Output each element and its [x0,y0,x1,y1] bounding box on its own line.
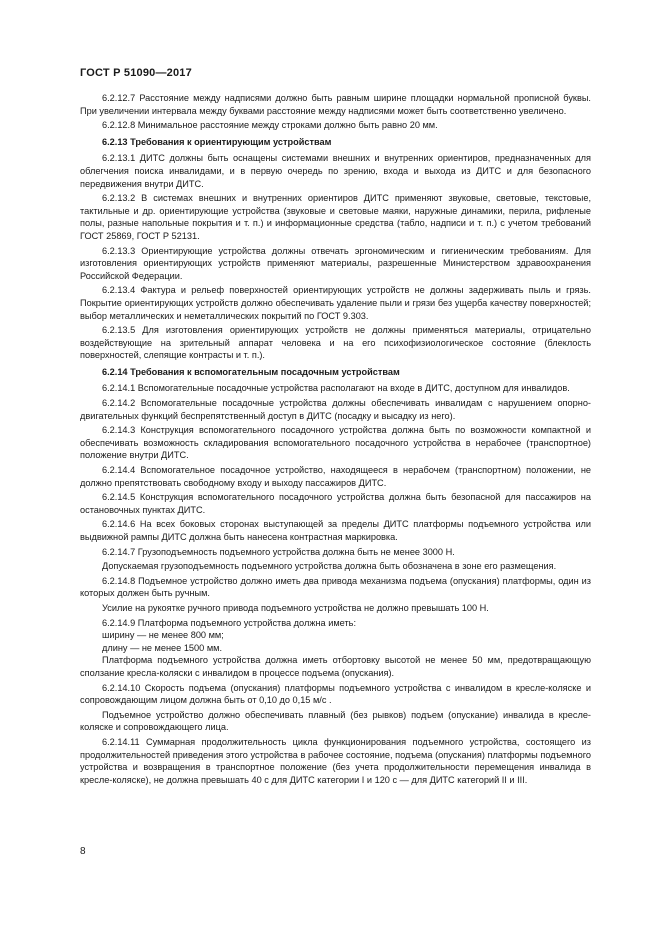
paragraph: 6.2.13.1 ДИТС должны быть оснащены системами внешних и внутренних ориентиров, предназначенных для облегчения поиска инвалидами, и в первую очередь по зрению, входа и выхода из ДИТС и для безопасного передвижения внутри ДИТС. [80,153,591,189]
paragraph: 6.2.14.9 Платформа подъемного устройства должна иметь: [102,617,356,628]
paragraph: 6.2.14.10 Скорость подъема (опускания) платформы подъемного устройства с инвалидом в кресле-коляске и сопровождающим лицом должна быть от 0,10 до 0,15 м/с . [80,682,591,706]
paragraph: 6.2.14.8 Подъемное устройство должно иметь два привода механизма подъема (опускания) платформы, один из которых должен быть ручным. [80,575,591,599]
paragraph: Усилие на рукоятке ручного привода подъемного устройства не должно превышать 100 Н. [102,602,489,613]
paragraph: 6.2.14.1 Вспомогательные посадочные устройства располагают на входе в ДИТС, доступном для инвалидов. [102,383,570,394]
paragraph: Подъемное устройство должно обеспечивать плавный (без рывков) подъем (опускание) инвалида в кресле-коляске и сопровождающего лица. [80,709,591,733]
paragraph: 6.2.13.5 Для изготовления ориентирующих устройств не должны применяться материалы, отрицательно воздействующие на зрительный аппарат человека и на его психофизиологическое состояние (блеклость поверхностей, слепящие контрасты и т. п.). [80,325,591,361]
paragraph: 6.2.13.3 Ориентирующие устройства должны отвечать эргономическим и гигиеническим требованиям. Для изготовления ориентирующих устройств применяют материалы, разрешенные Министерством здравоохранения Российской Федерации. [80,245,591,281]
paragraph: 6.2.14.5 Конструкция вспомогательного посадочного устройства должна быть безопасной для пассажиров на остановочных пунктах ДИТС. [80,492,591,515]
section-heading: 6.2.14 Требования к вспомогательным посадочным устройствам [102,366,400,377]
paragraph: Допускаемая грузоподъемность подъемного устройства должна быть обозначена в зоне его размещения. [102,561,557,572]
paragraph: ширину — не менее 800 мм; [102,630,224,641]
paragraph: 6.2.14.3 Конструкция вспомогательного посадочного устройства должна быть по возможности компактной и обеспечивать возможность складирования вспомогательного посадочного устройства в нерабочее (транспортное) положение внутри ДИТС. [80,425,591,461]
paragraph: 6.2.13.4 Фактура и рельеф поверхностей ориентирующих устройств не должны задерживать пыль и грязь. Покрытие ориентирующих устройств должно обеспечивать удаление пыли и грязи без ущерба качеству поверхностей; выбор металлических и неметаллических покрытий по ГОСТ 9.303. [80,285,591,321]
paragraph: 6.2.14.7 Грузоподъемность подъемного устройства должна быть не менее 3000 Н. [102,546,455,557]
paragraph: 6.2.12.8 Минимальное расстояние между строками должно быть равно 20 мм. [102,120,438,131]
paragraph: длину — не менее 1500 мм. [102,642,222,653]
section-heading: 6.2.13 Требования к ориентирующим устройствам [102,136,332,147]
document-header: ГОСТ Р 51090—2017 [80,67,192,79]
page-number: 8 [80,846,86,857]
paragraph: 6.2.14.4 Вспомогательное посадочное устройство, находящееся в нерабочем (транспортном) положении, не должно препятствовать свободному входу и выходу пассажиров ДИТС. [80,465,591,488]
paragraph: 6.2.12.7 Расстояние между надписями должно быть равным ширине площадки нормальной прописной буквы. При увеличении интервала между буквами расстояние между надписями может быть соответственно увеличено. [80,93,591,116]
paragraph: 6.2.14.6 На всех боковых сторонах выступающей за пределы ДИТС платформы подъемного устройства или выдвижной рампы ДИТС должна быть нанесена контрастная маркировка. [80,519,591,542]
paragraph: 6.2.13.2 В системах внешних и внутренних ориентиров ДИТС применяют звуковые, световые, текстовые, тактильные и др. ориентирующие устройства (звуковые и световые маяки, наружные динамики, перила, рифленые полы, разные напольные покрытия и т. п.) и информационные средства (табло, надписи и т. п.) с учетом требований ГОСТ 25869, ГОСТ Р 52131. [80,193,591,241]
paragraph: 6.2.14.2 Вспомогательные посадочные устройства должны обеспечивать инвалидам с нарушением опорно-двигательных функций беспрепятственный доступ в ДИТС (посадку и высадку из него). [80,398,591,421]
document-body [80,92,591,788]
paragraph: 6.2.14.11 Суммарная продолжительность цикла функционирования подъемного устройства, состоящего из продолжительностей приведения этого устройства в рабочее состояние, подъема (опускания) платформы подъемного устройства и возвращения в транспортное положение (без учета продолжительности перемещения инвалида в кресле-коляске), не должна превышать 40 с для ДИТС категории I и 120 с — для ДИТС категорий II и III. [80,736,591,785]
paragraph: Платформа подъемного устройства должна иметь отбортовку высотой не менее 50 мм, предотвращающую сползание кресла-коляски с инвалидом в процессе подъема (опускания). [80,655,591,678]
